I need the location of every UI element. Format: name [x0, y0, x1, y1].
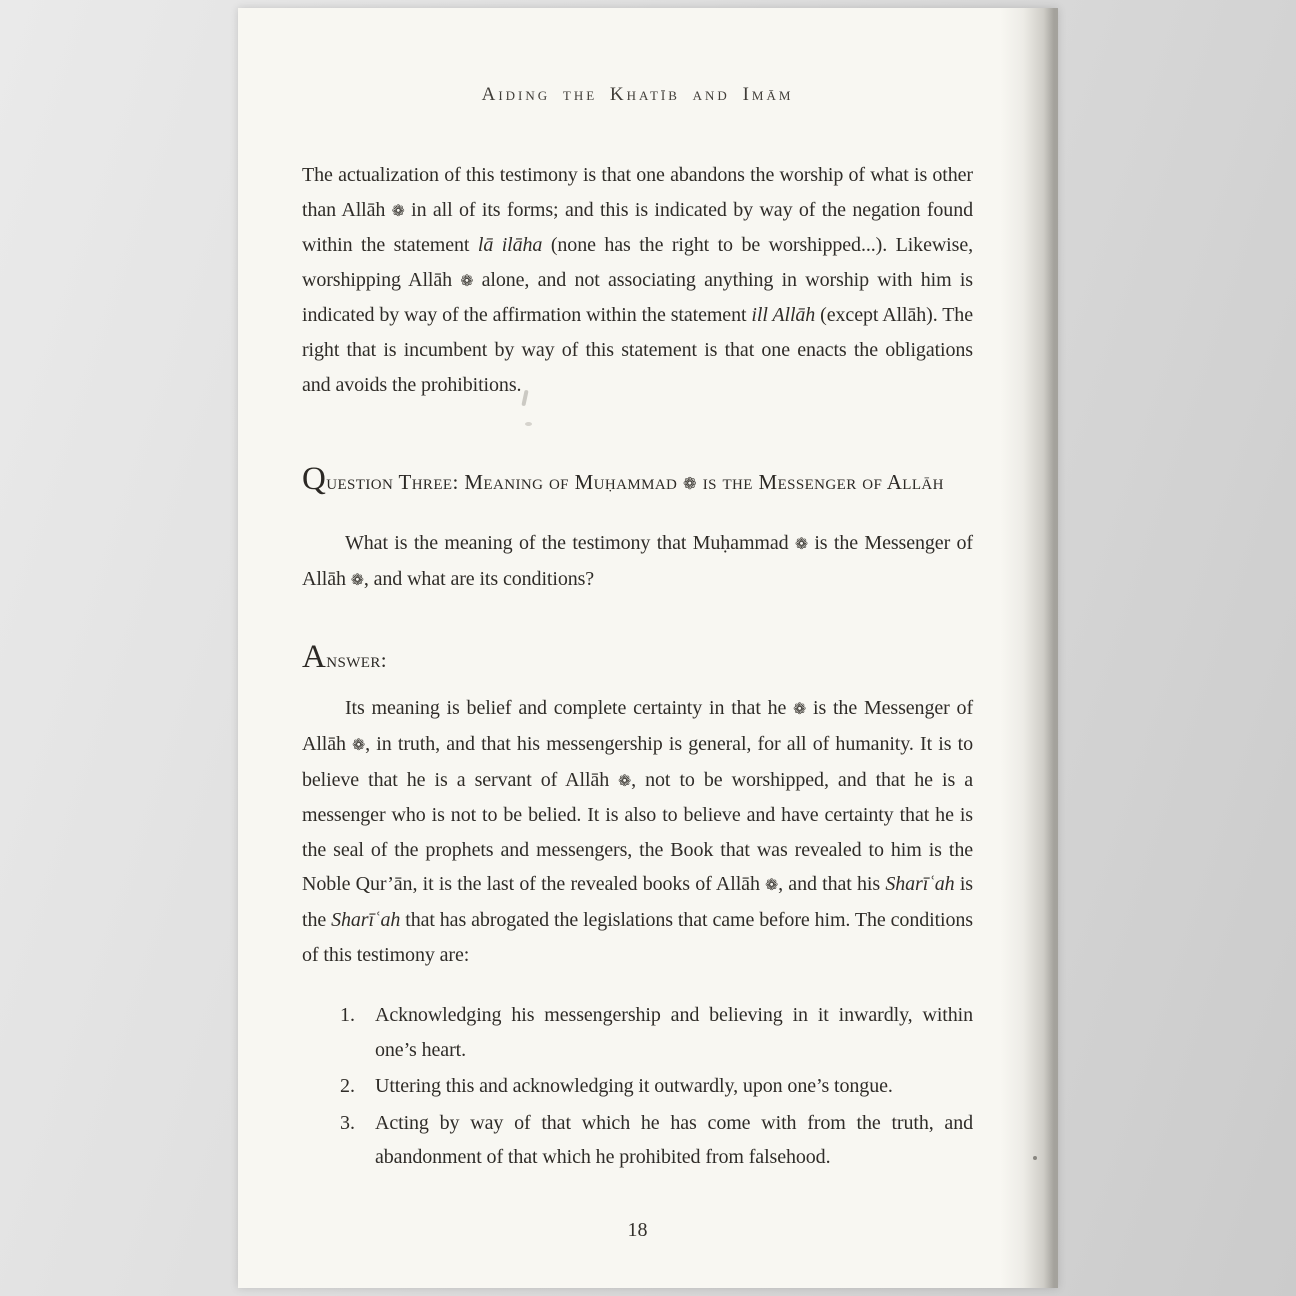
muhammad-honorific-icon: ❁: [794, 535, 808, 554]
text-run: (none has the right to be worshipped...). Likewise, worshipping Allāh: [302, 234, 974, 291]
page-content: [238, 8, 1058, 1175]
text-run: (except Allāh). The right that is incumbent by way of this statement is that one enacts the obligations and avoids the prohibitions.: [302, 304, 973, 396]
text-run: Acknowledging his messengership and believing in it inwardly, within one’s heart.: [375, 1004, 973, 1061]
muhammad-honorific-icon: ❁: [682, 474, 698, 494]
text-run: Its meaning is belief and complete certainty in that he: [345, 697, 794, 720]
allah-honorific-icon: ❁: [391, 201, 405, 220]
allah-honorific-icon: ❁: [350, 570, 364, 589]
list-item: [340, 1069, 973, 1104]
text-run: , in truth, and that his messengership is general, for all of humanity. It is to believe that he is a servant of Allāh: [302, 732, 973, 791]
text-run: ill Allāh: [751, 304, 816, 327]
book-page: [238, 8, 1058, 1288]
heading-initial: Q: [302, 461, 327, 498]
allah-honorific-icon: ❁: [460, 271, 474, 290]
text-run: is the Messenger of Allāh: [697, 470, 944, 495]
text-run: in all of its forms; and this is indicated by way of the negation found within the statement: [302, 198, 973, 257]
text-run: alone, and not associating anything in worship with him is indicated by way of the affirmation within the statement: [302, 268, 973, 327]
allah-honorific-icon: ❁: [618, 771, 632, 790]
page-number: 18: [627, 1219, 648, 1241]
paragraph-testimony-actualization: [302, 158, 973, 402]
text-run: is the Messenger of Allāh: [302, 532, 973, 590]
text-run: , not to be worshipped, and that he is a messenger who is not to be belied. It is also to believe and have certainty that he is the seal of the prophets and messengers, the Book that was revealed to him is the Noble Qur’ān, it is the last of the revealed books of Allāh: [302, 768, 973, 896]
question-paragraph: [302, 526, 973, 597]
running-header: Aiding the Khatīb and Imām: [481, 84, 794, 105]
text-run: The actualization of this testimony is that one abandons the worship of what is other than Allāh: [302, 164, 973, 221]
text-run: that has abrogated the legislations that came before him. The conditions of this testimony are:: [302, 908, 973, 966]
text-run: Sharīʿah: [885, 873, 955, 896]
list-item-number: 1.: [340, 1004, 355, 1027]
list-item-text: [375, 998, 973, 1067]
text-run: is the Messenger of Allāh: [302, 697, 974, 755]
text-run: Sharīʿah: [331, 908, 401, 931]
list-item-number: 3.: [340, 1111, 355, 1134]
allah-honorific-icon: ❁: [765, 876, 779, 895]
list-item: [340, 1106, 973, 1175]
conditions-list: [302, 998, 973, 1175]
list-item: [340, 998, 973, 1067]
muhammad-honorific-icon: ❁: [793, 700, 807, 719]
text-run: is the: [302, 873, 973, 931]
list-item-number: 2.: [340, 1075, 355, 1098]
text-run: , and that his: [778, 873, 886, 896]
text-run: nswer:: [326, 648, 387, 673]
text-run: Uttering this and acknowledging it outwardly, upon one’s tongue.: [375, 1075, 893, 1098]
answer-paragraph: [302, 691, 973, 972]
answer-heading: [302, 639, 973, 677]
allah-honorific-icon: ❁: [352, 735, 366, 754]
text-run: , and what are its conditions?: [363, 567, 595, 590]
heading-initial: A: [302, 639, 327, 676]
question-three-heading: [302, 460, 973, 506]
text-run: lā ilāha: [477, 234, 543, 257]
text-run: Acting by way of that which he has come with from the truth, and abandonment of that which he prohibited from falsehood.: [375, 1111, 973, 1169]
text-run: uestion Three: Meaning of Muḥammad: [326, 470, 683, 495]
list-item-text: [375, 1106, 973, 1175]
text-run: What is the meaning of the testimony that Muḥammad: [345, 532, 795, 555]
list-item-text: [375, 1069, 973, 1104]
